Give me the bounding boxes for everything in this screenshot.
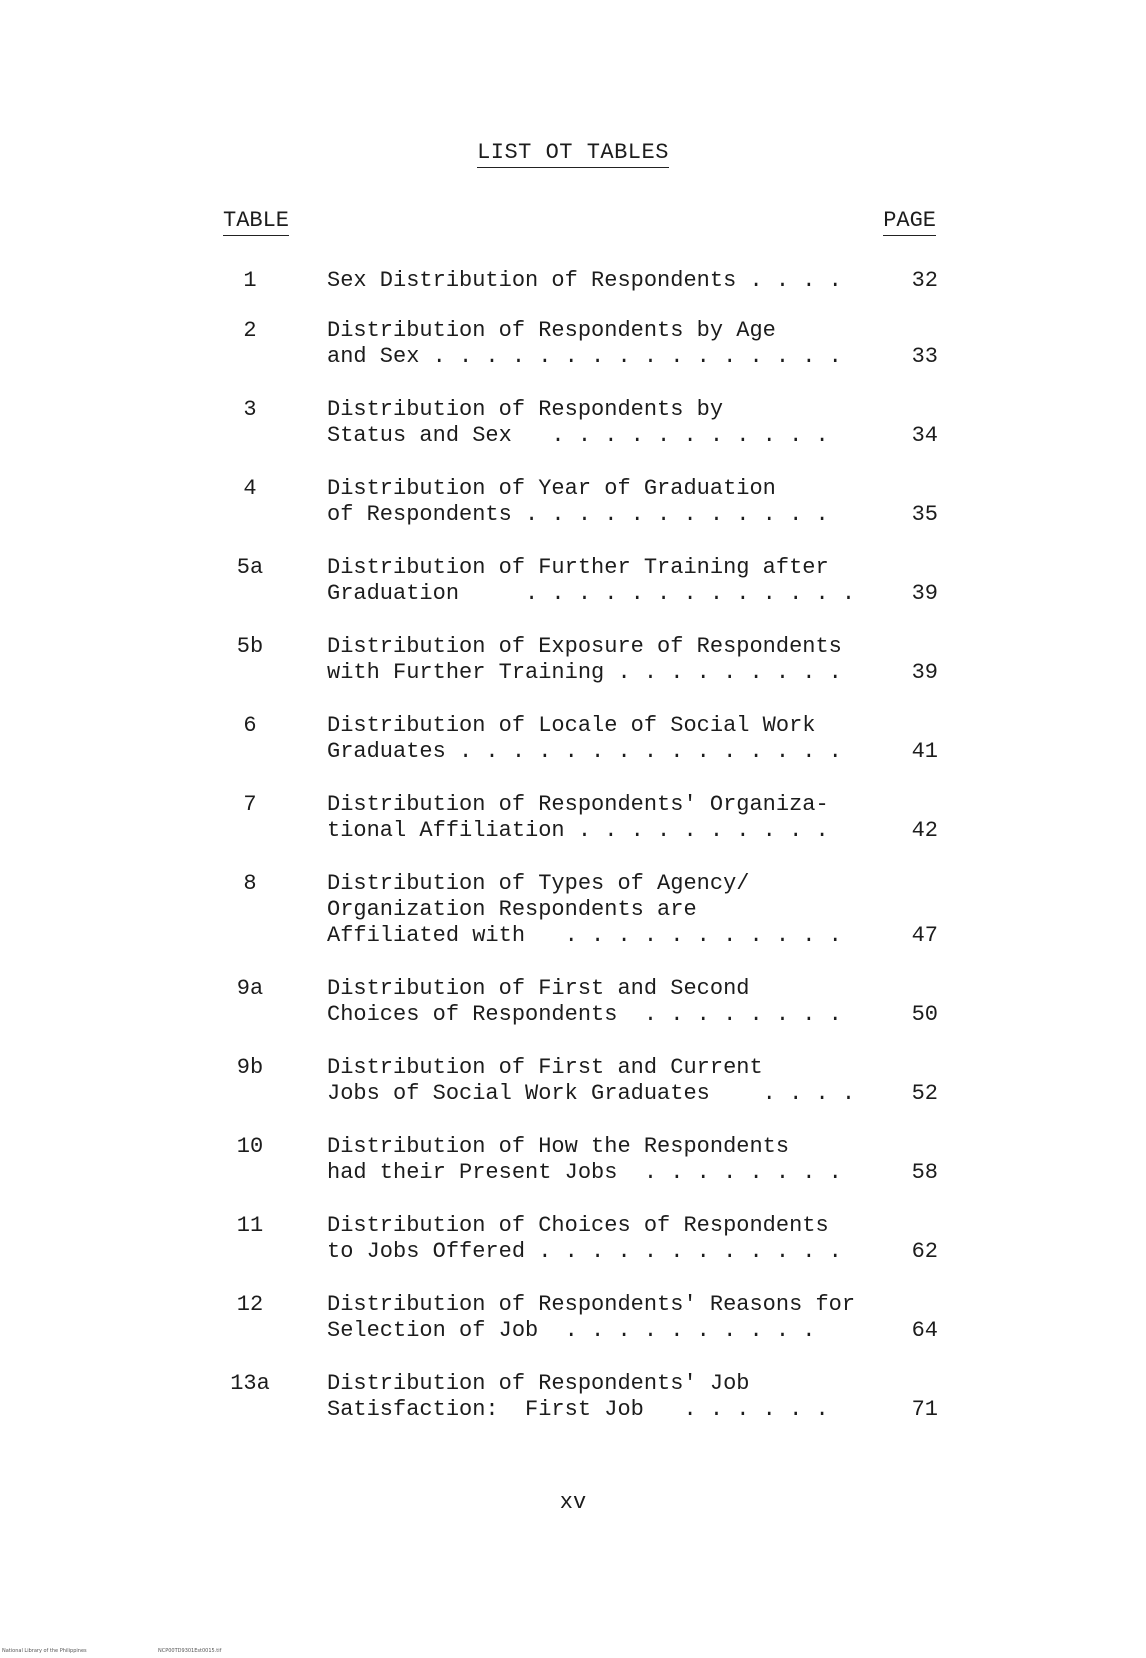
table-number: 11 bbox=[236, 1213, 264, 1238]
table-title: Distribution of Exposure of Respondents with Further Training . . . . . . . . . bbox=[327, 634, 842, 685]
table-title: Distribution of Respondents' Organiza- tional Affiliation . . . . . . . . . . bbox=[327, 792, 829, 843]
table-number: 9b bbox=[236, 1055, 264, 1080]
page-number: 42 bbox=[911, 818, 938, 843]
page-number: 58 bbox=[911, 1160, 938, 1185]
scan-filename: NCP00TD9301Est0015.tif bbox=[158, 1648, 222, 1654]
table-column-header: TABLE bbox=[223, 208, 289, 233]
table-title: Distribution of Respondents' Job Satisfaction: First Job . . . . . . bbox=[327, 1371, 829, 1422]
table-number: 2 bbox=[243, 318, 257, 343]
table-title: Distribution of Respondents' Reasons for Selection of Job . . . . . . . . . . bbox=[327, 1292, 856, 1343]
page-number: 50 bbox=[911, 1002, 938, 1027]
table-title: Distribution of Choices of Respondents to Jobs Offered . . . . . . . . . . . . bbox=[327, 1213, 842, 1264]
table-number: 8 bbox=[243, 871, 257, 896]
table-number: 1 bbox=[243, 268, 257, 293]
table-number: 13a bbox=[230, 1371, 270, 1396]
table-title: Distribution of First and Second Choices of Respondents . . . . . . . . bbox=[327, 976, 842, 1027]
table-title: Distribution of Types of Agency/ Organization Respondents are Affiliated with . . . . . . . . . . . bbox=[327, 871, 842, 948]
page-number: 52 bbox=[911, 1081, 938, 1106]
table-number: 5a bbox=[236, 555, 264, 580]
page-number: 47 bbox=[911, 923, 938, 948]
page-number: 32 bbox=[911, 268, 938, 293]
table-title: Distribution of How the Respondents had their Present Jobs . . . . . . . . bbox=[327, 1134, 842, 1185]
table-number: 4 bbox=[243, 476, 257, 501]
page-number: 35 bbox=[911, 502, 938, 527]
page-number: 39 bbox=[911, 660, 938, 685]
page-number: 33 bbox=[911, 344, 938, 369]
table-title: Distribution of Year of Graduation of Respondents . . . . . . . . . . . . bbox=[327, 476, 829, 527]
page-number: 64 bbox=[911, 1318, 938, 1343]
table-number: 7 bbox=[243, 792, 257, 817]
table-title: Distribution of Respondents by Status and Sex . . . . . . . . . . . bbox=[327, 397, 829, 448]
page-title: LIST OT TABLES bbox=[0, 140, 1146, 165]
table-number: 5b bbox=[236, 634, 264, 659]
table-title: Distribution of Locale of Social Work Graduates . . . . . . . . . . . . . . . bbox=[327, 713, 842, 764]
page-number: 34 bbox=[911, 423, 938, 448]
table-number: 10 bbox=[236, 1134, 264, 1159]
table-title: Distribution of First and Current Jobs of Social Work Graduates . . . . bbox=[327, 1055, 856, 1106]
scan-credit: National Library of the Philippines bbox=[2, 1648, 87, 1654]
page-number: 62 bbox=[911, 1239, 938, 1264]
table-number: 3 bbox=[243, 397, 257, 422]
page-number: 71 bbox=[911, 1397, 938, 1422]
roman-page-number: xv bbox=[559, 1490, 587, 1515]
table-number: 9a bbox=[236, 976, 264, 1001]
page-column-header: PAGE bbox=[883, 208, 936, 233]
table-title: Sex Distribution of Respondents . . . . bbox=[327, 268, 842, 293]
page-number: 41 bbox=[911, 739, 938, 764]
table-number: 6 bbox=[243, 713, 257, 738]
table-title: Distribution of Further Training after Graduation . . . . . . . . . . . . . bbox=[327, 555, 856, 606]
page-number: 39 bbox=[911, 581, 938, 606]
table-number: 12 bbox=[236, 1292, 264, 1317]
table-title: Distribution of Respondents by Age and Sex . . . . . . . . . . . . . . . . bbox=[327, 318, 842, 369]
